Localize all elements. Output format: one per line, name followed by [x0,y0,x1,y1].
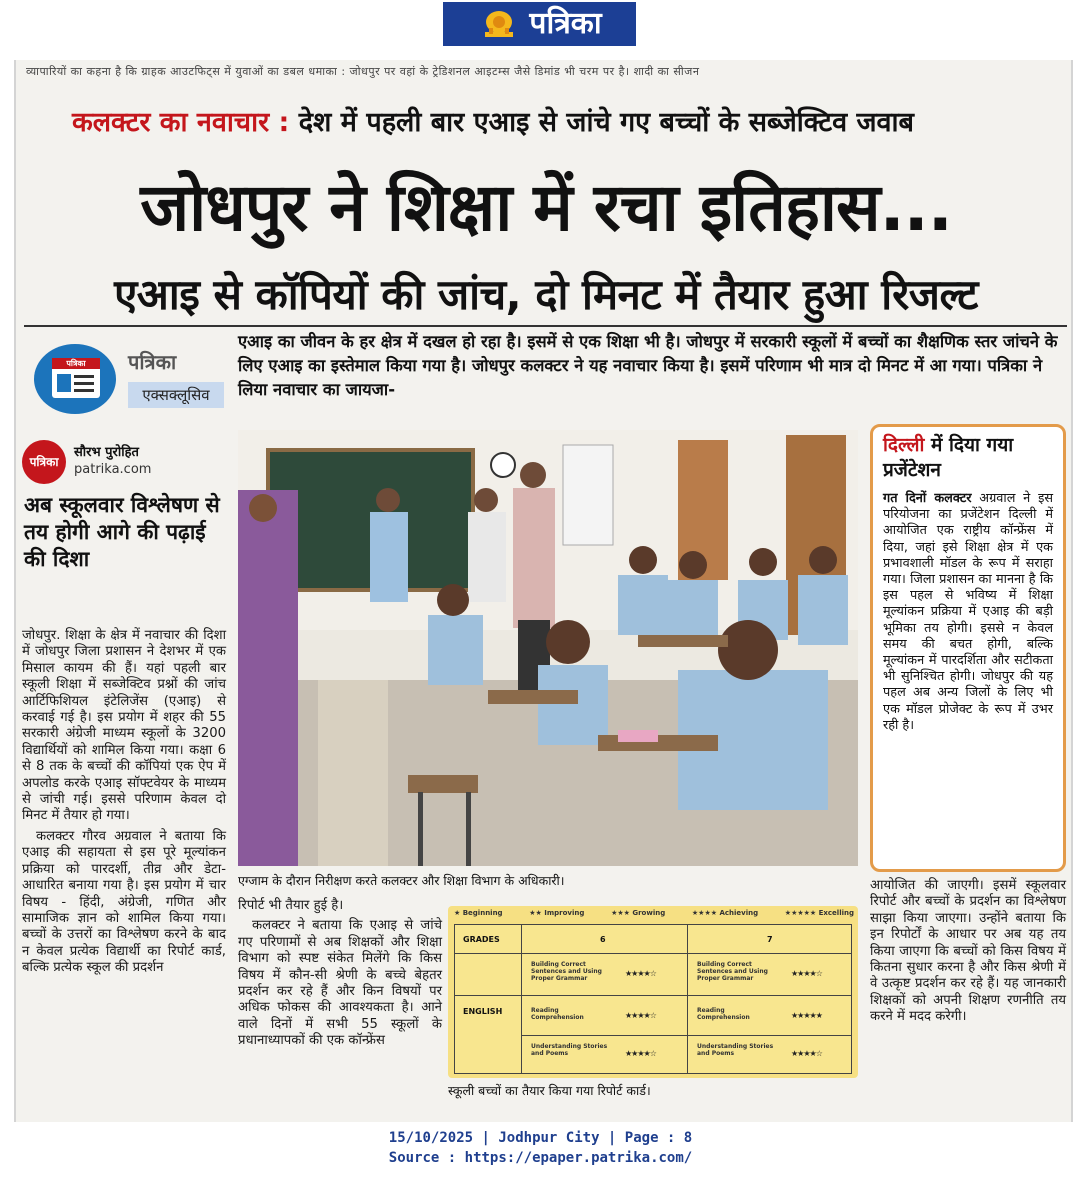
article-paragraph: रिपोर्ट भी तैयार हुई है। [238,898,344,913]
section-heading: अब स्कूलवार विश्लेषण से तय होगी आगे की पढ़ाई की दिशा [24,493,220,571]
footer-date-line: 15/10/2025 | Jodhpur City | Page : 8 [388,1130,693,1146]
level-label: ★★★★★ Excelling [784,909,854,917]
report-card-image [448,906,858,1078]
skill-label: Reading Comprehension [531,1007,584,1021]
headline: जोधपुर ने शिक्षा में रचा इतिहास... [140,169,952,246]
skill-label: Understanding Stories and Poems [697,1043,774,1057]
article-paragraph: कलक्टर गौरव अग्रवाल ने बताया कि एआइ की सहायता से इस पूरे मूल्यांकन प्रक्रिया को पारदर्शी, तीव्र और डेटा-आधारित बनाया गया है। इस प्रयोग में चार विषय - हिंदी, अंग्रेजी, गणित और सामाजिक ज्ञान को शामिल किया गया। बच्चों के उत्तरों का विश्लेषण करने के बाद न केवल प्रत्येक विद्यार्थी का रिपोर्ट कार्ड, बल्कि प्रत्येक स्कूल की प्रदर्शन [22,828,226,976]
masthead-name: पत्रिका [529,6,602,41]
level-label: ★★★ Growing [611,909,666,917]
badge-label: एक्सक्लूसिव [128,382,224,408]
star-rating: ★★★★☆ [791,1049,822,1058]
level-label: ★★★★ Achieving [691,909,759,917]
classroom-photo [238,430,858,866]
page-footer [0,1128,1081,1168]
sidebar-body [883,491,1053,734]
kicker [72,102,1032,139]
byline [22,440,222,488]
skill-label: Building Correct Sentences and Using Proper Grammar [531,961,602,982]
sidebar-title-highlight: दिल्ली [883,434,925,456]
kicker-label: कलक्टर का नवाचार : [72,107,290,138]
grade-7: 7 [767,935,773,944]
author-name: सौरभ पुरोहित [74,445,139,460]
subheadline: एआइ से कॉपियों की जांच, दो मिनट में तैयार हुआ रिजल्ट [114,270,978,319]
star-rating: ★★★★☆ [625,1011,656,1020]
grades-label: GRADES [463,935,500,944]
grade-6: 6 [600,935,606,944]
article-column-1 [22,628,226,977]
sidebar-lead: गत दिनों कलक्टर [883,491,972,506]
sidebar-text: अग्रवाल ने इस परियोजना का प्रजेंटेशन दिल्ली में आयोजित एक राष्ट्रीय कॉन्फ्रेंस में दिया, जहां इसे शिक्षा क्षेत्र में एक प्रभावशाली मॉडल के रूप में सराहा गया। जिला प्रशासन का मानना है कि इस पहल से भविष्य में शिक्षा मूल्यांकन प्रक्रिया में एआइ की बड़ी भूमिका तय होगी। इससे न केवल समय की बचत होगी, बल्कि मूल्यांकन में पारदर्शिता और सटीकता भी सुनिश्चित होगी। जोधपुर की यह पहल अब अन्य जिलों के लिए भी एक मॉडल प्रोजेक्ट के रूप में उभर रही है। [883,491,1053,733]
article-column-3 [870,878,1066,1026]
sidebar-title [883,433,1053,483]
top-ticker: व्यापारियों का कहना है कि ग्राहक आउटफिट्स में युवाओं का डबल धमाका : जोधपुर पर वहां के ट्रेडिशनल आइटम्स जैसे डिमांड भी चरम पर है। शादी का सीजन [26,65,700,78]
article-paragraph: कलक्टर ने बताया कि एआइ से जांचे गए परिणामों से अब शिक्षकों और शिक्षा विभाग को स्पष्ट संकेत मिलेंगे कि किस विषय में कौन-सी श्रेणी के बच्चे बेहतर प्रदर्शन कर रहे हैं और किन विषयों पर अधिक फोकस की आवश्यकता है। आने वाले दिनों में सभी 55 स्कूलों के प्रधानाध्यापकों की एक कॉन्फ्रेंस [238,918,442,1049]
skill-label: Building Correct Sentences and Using Proper Grammar [697,961,768,982]
photo-caption: एग्जाम के दौरान निरीक्षण करते कलक्टर और शिक्षा विभाग के अधिकारी। [238,873,565,888]
article-paragraph: जोधपुर. शिक्षा के क्षेत्र में नवाचार की दिशा में जोधपुर जिला प्रशासन ने देशभर में एक मिसाल कायम की हैं। यहां पहली बार स्कूली शिक्षा में सब्जेक्टिव प्रश्नों की जांच आर्टिफिशियल इंटेलिजेंस (एआइ) से करवाई गई है। इस प्रयोग में शहर की 55 सरकारी अंग्रेजी माध्यम स्कूलों के 3200 विद्यार्थियों को शामिल किया गया। कक्षा 6 से 8 तक के बच्चों की कॉपियां एक ऐप में अपलोड करके एआइ सॉफ्टवेयर के माध्यम से जांची गई। इससे परिणाम केवल दो मिनट में तैयार हो गया। [22,628,226,824]
sidebar-box [870,424,1066,872]
star-rating: ★★★★☆ [625,1049,656,1058]
skill-label: Understanding Stories and Poems [531,1043,608,1057]
subject-label: ENGLISH [463,1007,503,1016]
divider [24,325,1067,327]
level-label: ★ Beginning [454,909,503,917]
badge-brand: पत्रिका [128,350,177,374]
masthead-logo [443,2,636,46]
article-column-2 [238,898,442,1050]
document-icon [52,358,100,398]
article-paragraph: आयोजित की जाएगी। इसमें स्कूलवार रिपोर्ट और बच्चों के प्रदर्शन का विश्लेषण साझा किया जाएगा। उन्होंने बताया कि इन रिपोर्टों के आधार पर अब यह तय किया जाएगा कि बच्चों को किस विषय में कितना सुधार करना है और किस श्रेणी में वे उत्कृष्ट प्रदर्शन कर रहे हैं। यह जानकारी शिक्षकों को अपनी शिक्षण रणनीति तय करने में मदद करेगी। [870,878,1066,1025]
report-levels [454,909,854,921]
author-site: patrika.com [74,462,152,477]
newspaper-page [14,60,1073,1122]
level-label: ★★ Improving [529,909,585,917]
lion-emblem-icon [477,8,521,40]
star-rating: ★★★★☆ [625,969,656,978]
report-grid [454,924,852,1074]
kicker-text: देश में पहली बार एआइ से जांचे गए बच्चों के सब्जेक्टिव जवाब [289,107,914,138]
star-rating: ★★★★★ [791,1011,822,1020]
patrika-logo-icon: पत्रिका [22,440,66,484]
classroom-photo-illustration [238,430,858,866]
sidebar-title-rest: में दिया गया प्रजेंटेशन [883,434,1014,481]
icon-tag: पत्रिका [52,358,100,369]
exclusive-badge [28,340,224,420]
footer-source-link[interactable]: Source : https://epaper.patrika.com/ [388,1150,693,1166]
star-rating: ★★★★☆ [791,969,822,978]
skill-label: Reading Comprehension [697,1007,750,1021]
intro-paragraph: एआइ का जीवन के हर क्षेत्र में दखल हो रहा है। इसमें से एक शिक्षा भी है। जोधपुर में सरकारी स्कूलों में बच्चों का शैक्षणिक स्तर जांचने के लिए एआइ का इस्तेमाल किया गया है। जोधपुर कलक्टर ने यह नवाचार किया है। इसमें परिणाम भी मात्र दो मिनट में आ गया। पत्रिका ने लिया नवाचार का जायजा- [238,332,1058,399]
report-caption: स्कूली बच्चों का तैयार किया गया रिपोर्ट कार्ड। [448,1083,651,1098]
